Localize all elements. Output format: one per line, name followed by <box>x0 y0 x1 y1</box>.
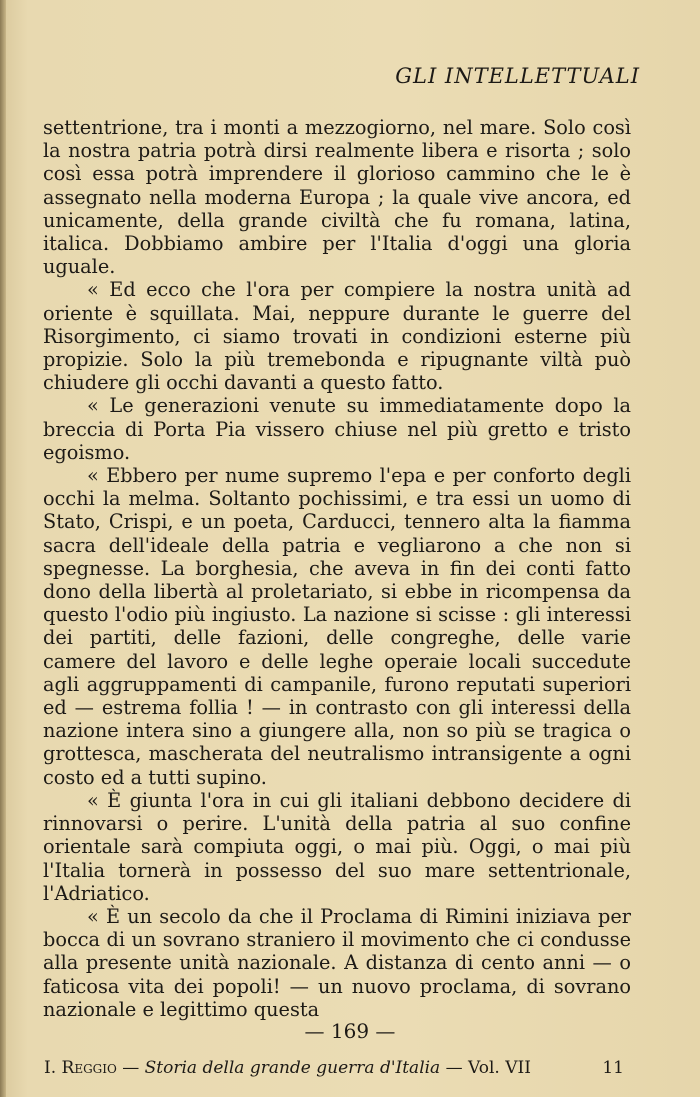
body-text <box>43 116 631 1021</box>
paragraph-5: « È giunta l'ora in cui gli italiani debbono decidere di rinnovarsi o perire. L'unità della patria al suo confine orientale sarà compiuta oggi, o mai più. Oggi, o mai più l'Italia tornerà in possesso del suo mare settentrionale, l'Adriatico. <box>43 788 631 905</box>
footer-signature-mark: 11 <box>602 1058 624 1078</box>
paragraph-2: « Ed ecco che l'ora per compiere la nostra unità ad oriente è squillata. Mai, neppure durante le guerre del Risorgimento, ci siamo trovati in condizioni esterne più propizie. Solo la più tremebonda e ripugnante viltà può chiudere gli occhi davanti a questo fatto. <box>43 278 631 395</box>
page-spine-shadow <box>0 0 6 1097</box>
footer-citation <box>44 1058 531 1078</box>
footer-title: Storia della grande guerra d'Italia <box>144 1058 441 1078</box>
running-head: GLI INTELLETTUALI <box>395 64 640 88</box>
footer-volume: — Vol. VII <box>445 1058 531 1078</box>
paragraph-3: « Le generazioni venute su immediatamente dopo la breccia di Porta Pia vissero chiuse nel più gretto e tristo egoismo. <box>43 394 631 464</box>
paragraph-4: « Ebbero per nume supremo l'epa e per conforto degli occhi la melma. Soltanto pochissimi, e tra essi un uomo di Stato, Crispi, e un poeta, Carducci, tennero alta la fiamma sacra dell'ideale della patria e vegliarono a che non si spegnesse. La borghesia, che aveva in fin dei conti fatto dono della libertà al proletariato, si ebbe in ricompensa da questo l'odio più ingiusto. La nazione si scisse : gli interessi dei partiti, delle fazioni, delle congreghe, delle varie camere del lavoro e delle leghe operaie locali succedute agli aggruppamenti di campanile, furono reputati superiori ed — estrema follia ! — in contrasto con gli interessi della nazione intera sino a giungere alla, non so più se tragica o grottesca, mascherata del neutralismo intransigente a ogni costo ed a tutti supino. <box>43 464 631 789</box>
paragraph-6: « È un secolo da che il Proclama di Rimini iniziava per bocca di un sovrano straniero il movimento che ci condusse alla presente unità nazionale. A distanza di cento anni — o faticosa vita dei popoli! — un nuovo proclama, di sovrano nazionale e legittimo questa <box>43 904 631 1021</box>
page-number: — 169 — <box>304 1019 396 1043</box>
paragraph-1: settentrione, tra i monti a mezzogiorno, nel mare. Solo così la nostra patria potrà dirsi realmente libera e risorta ; solo così essa potrà imprendere il glorioso cammino che le è assegnato nella moderna Europa ; la quale vive ancora, ed unicamente, della grande civiltà che fu romana, latina, italica. Dobbiamo ambire per l'Italia d'oggi una gloria uguale. <box>43 116 631 279</box>
footer-author: I. Reggio — <box>44 1058 140 1078</box>
